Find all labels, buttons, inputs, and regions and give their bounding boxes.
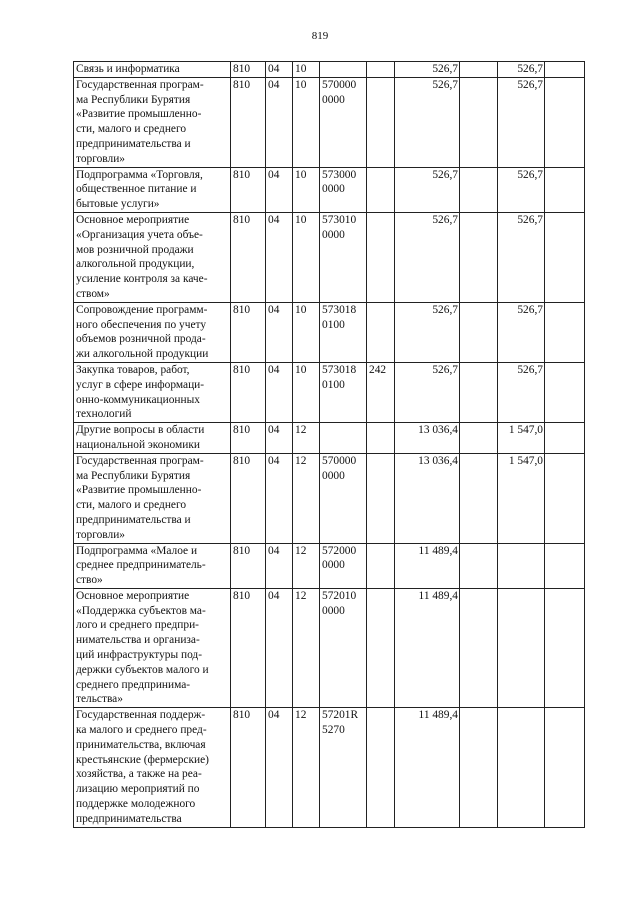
empty-cell	[545, 543, 585, 588]
table-row	[74, 423, 585, 454]
amount-year-2: 526,7	[498, 62, 545, 78]
row-name: Основное мероприятие «Поддержка субъектов ма- лого и среднего предпри- нимательства и организа- ций инфраструктуры под- держки субъектов малого и среднего предпринима- тельства»	[74, 588, 231, 707]
section-code: 04	[266, 588, 293, 707]
empty-cell	[545, 212, 585, 302]
section-code: 04	[266, 167, 293, 212]
row-name: Подпрограмма «Малое и среднее предприниматель- ство»	[74, 543, 231, 588]
section-code: 04	[266, 302, 293, 362]
expense-type: 242	[367, 362, 395, 422]
target-article: 570000 0000	[320, 77, 367, 167]
expense-type	[367, 543, 395, 588]
empty-cell	[545, 62, 585, 78]
section-code: 04	[266, 453, 293, 543]
empty-cell	[545, 588, 585, 707]
table-row	[74, 453, 585, 543]
target-article: 573010 0000	[320, 212, 367, 302]
row-name: Государственная програм- ма Республики Бурятия «Развитие промышленно- сти, малого и среднего предпринимательства и торговли»	[74, 453, 231, 543]
empty-cell	[460, 423, 498, 454]
section-code: 04	[266, 708, 293, 827]
amount-year-1: 11 489,4	[395, 588, 460, 707]
amount-year-1: 526,7	[395, 62, 460, 78]
expense-type	[367, 588, 395, 707]
amount-year-2	[498, 588, 545, 707]
table-row	[74, 212, 585, 302]
subsection-code: 12	[293, 708, 320, 827]
empty-cell	[545, 423, 585, 454]
amount-year-2: 526,7	[498, 167, 545, 212]
amount-year-2: 1 547,0	[498, 423, 545, 454]
amount-year-1: 526,7	[395, 362, 460, 422]
amount-year-1: 526,7	[395, 77, 460, 167]
ministry-code: 810	[231, 302, 266, 362]
page-number: 819	[311, 30, 329, 42]
row-name: Другие вопросы в области национальной экономики	[74, 423, 231, 454]
table-row	[74, 362, 585, 422]
ministry-code: 810	[231, 167, 266, 212]
row-name: Государственная програм- ма Республики Бурятия «Развитие промышленно- сти, малого и среднего предпринимательства и торговли»	[74, 77, 231, 167]
empty-cell	[545, 362, 585, 422]
empty-cell	[460, 543, 498, 588]
amount-year-1: 526,7	[395, 302, 460, 362]
subsection-code: 10	[293, 77, 320, 167]
table-row	[74, 167, 585, 212]
ministry-code: 810	[231, 453, 266, 543]
empty-cell	[545, 167, 585, 212]
row-name: Подпрограмма «Торговля, общественное питание и бытовые услуги»	[74, 167, 231, 212]
target-article	[320, 62, 367, 78]
section-code: 04	[266, 77, 293, 167]
empty-cell	[460, 362, 498, 422]
subsection-code: 12	[293, 453, 320, 543]
target-article	[320, 423, 367, 454]
expense-type	[367, 212, 395, 302]
subsection-code: 10	[293, 302, 320, 362]
subsection-code: 10	[293, 212, 320, 302]
section-code: 04	[266, 423, 293, 454]
table-row	[74, 62, 585, 78]
empty-cell	[545, 302, 585, 362]
ministry-code: 810	[231, 588, 266, 707]
section-code: 04	[266, 62, 293, 78]
table-row	[74, 708, 585, 827]
target-article: 572010 0000	[320, 588, 367, 707]
section-code: 04	[266, 543, 293, 588]
ministry-code: 810	[231, 212, 266, 302]
row-name: Основное мероприятие «Организация учета объе- мов розничной продажи алкогольной продукции, усиление контроля за каче- ством»	[74, 212, 231, 302]
expense-type	[367, 77, 395, 167]
empty-cell	[460, 302, 498, 362]
expense-type	[367, 423, 395, 454]
subsection-code: 12	[293, 543, 320, 588]
amount-year-2: 1 547,0	[498, 453, 545, 543]
ministry-code: 810	[231, 62, 266, 78]
target-article: 573000 0000	[320, 167, 367, 212]
amount-year-2	[498, 543, 545, 588]
subsection-code: 12	[293, 423, 320, 454]
empty-cell	[545, 77, 585, 167]
subsection-code: 10	[293, 62, 320, 78]
subsection-code: 10	[293, 167, 320, 212]
empty-cell	[460, 167, 498, 212]
amount-year-2: 526,7	[498, 77, 545, 167]
empty-cell	[460, 212, 498, 302]
budget-table-body	[74, 62, 585, 828]
target-article: 573018 0100	[320, 362, 367, 422]
amount-year-1: 13 036,4	[395, 453, 460, 543]
subsection-code: 10	[293, 362, 320, 422]
target-article: 57201R 5270	[320, 708, 367, 827]
ministry-code: 810	[231, 362, 266, 422]
empty-cell	[460, 588, 498, 707]
amount-year-1: 11 489,4	[395, 708, 460, 827]
table-row	[74, 588, 585, 707]
target-article: 570000 0000	[320, 453, 367, 543]
expense-type	[367, 453, 395, 543]
amount-year-2: 526,7	[498, 212, 545, 302]
row-name: Связь и информатика	[74, 62, 231, 78]
row-name: Закупка товаров, работ, услуг в сфере информаци- онно-коммуникационных технологий	[74, 362, 231, 422]
row-name: Государственная поддерж- ка малого и среднего пред- принимательства, включая крестьянские (фермерские) хозяйства, а также на реа- лизацию мероприятий по поддержке молодежного предпринимательства	[74, 708, 231, 827]
row-name: Сопровождение программ- ного обеспечения по учету объемов розничной прода- жи алкогольной продукции	[74, 302, 231, 362]
table-row	[74, 302, 585, 362]
section-code: 04	[266, 362, 293, 422]
ministry-code: 810	[231, 77, 266, 167]
table-row	[74, 543, 585, 588]
amount-year-1: 526,7	[395, 167, 460, 212]
expense-type	[367, 302, 395, 362]
empty-cell	[460, 77, 498, 167]
target-article: 572000 0000	[320, 543, 367, 588]
amount-year-1: 526,7	[395, 212, 460, 302]
empty-cell	[545, 453, 585, 543]
table-row	[74, 77, 585, 167]
amount-year-2: 526,7	[498, 362, 545, 422]
section-code: 04	[266, 212, 293, 302]
ministry-code: 810	[231, 543, 266, 588]
target-article: 573018 0100	[320, 302, 367, 362]
amount-year-1: 13 036,4	[395, 423, 460, 454]
empty-cell	[460, 62, 498, 78]
empty-cell	[460, 708, 498, 827]
expense-type	[367, 708, 395, 827]
budget-table	[73, 61, 585, 828]
expense-type	[367, 62, 395, 78]
amount-year-2	[498, 708, 545, 827]
subsection-code: 12	[293, 588, 320, 707]
expense-type	[367, 167, 395, 212]
empty-cell	[545, 708, 585, 827]
ministry-code: 810	[231, 423, 266, 454]
amount-year-2: 526,7	[498, 302, 545, 362]
empty-cell	[460, 453, 498, 543]
ministry-code: 810	[231, 708, 266, 827]
amount-year-1: 11 489,4	[395, 543, 460, 588]
